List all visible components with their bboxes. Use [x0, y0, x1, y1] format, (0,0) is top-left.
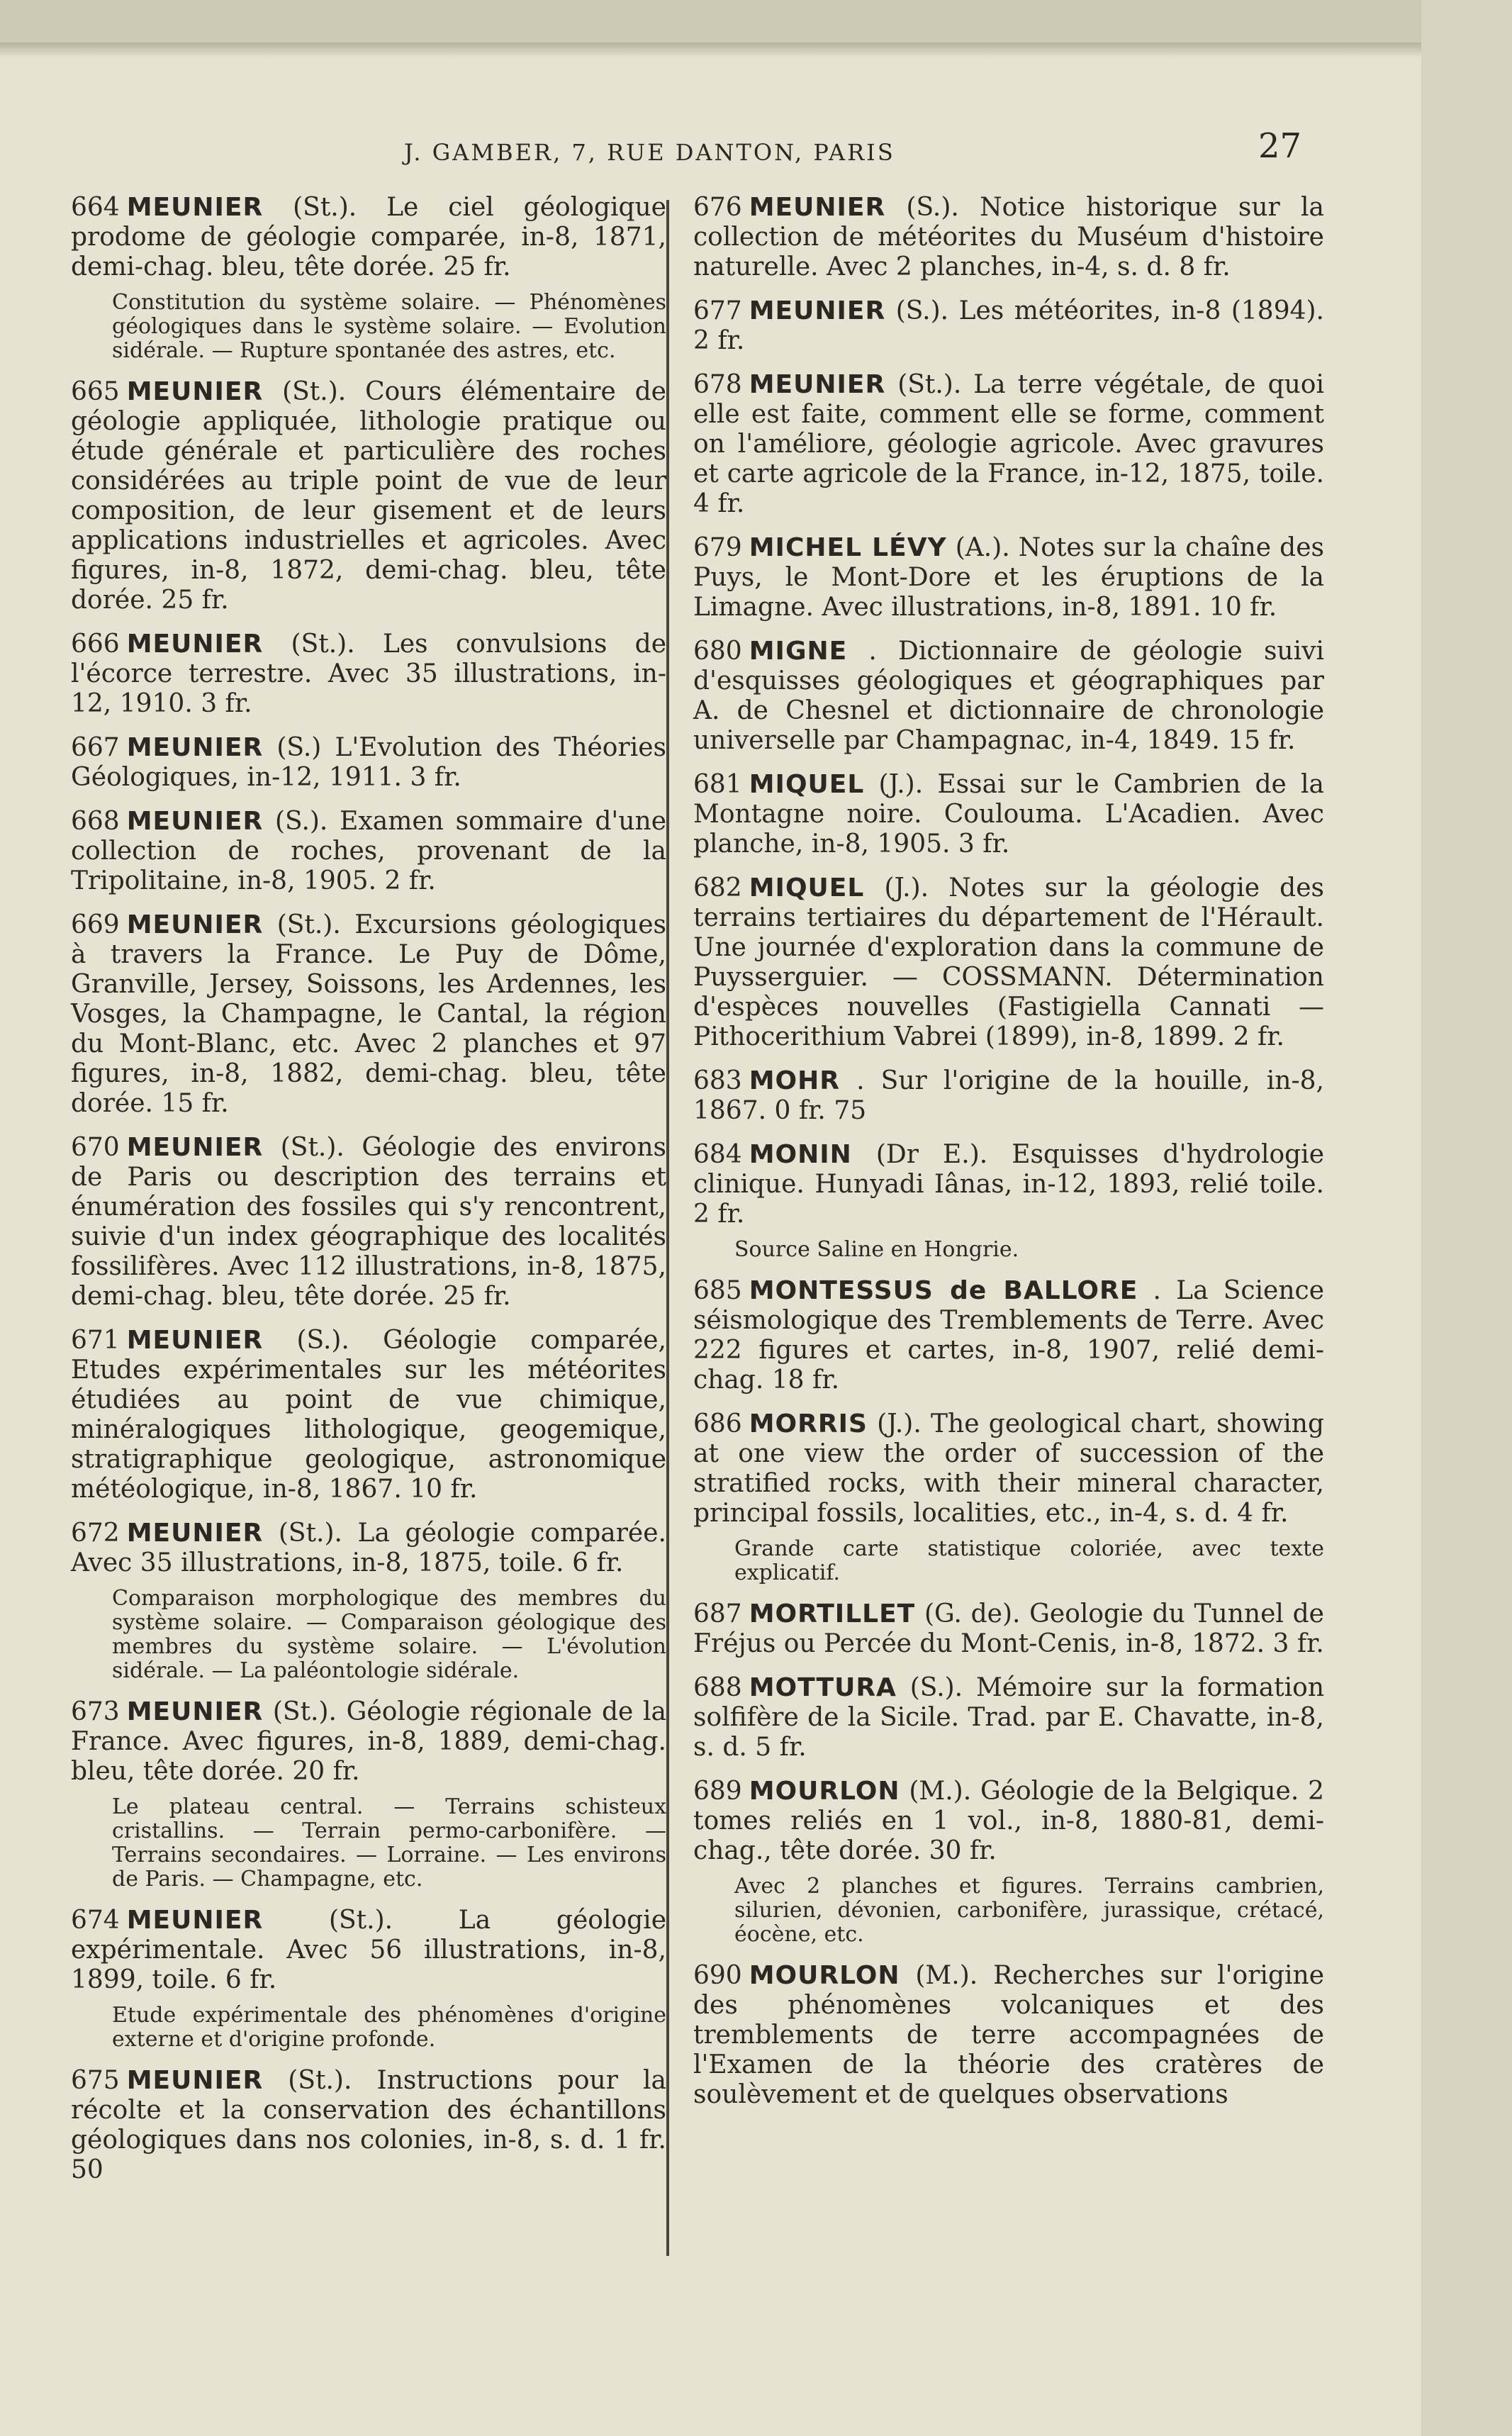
entry-number: 671 — [71, 1326, 120, 1355]
catalogue-entry — [71, 807, 666, 896]
entry-note: Constitution du système solaire. — Phénomènes géologiques dans le système solaire. — Evolution sidérale. — Rupture spontanée des astres, etc. — [112, 290, 666, 363]
entry-number: 678 — [693, 370, 742, 399]
catalogue-entry — [693, 1276, 1324, 1395]
entry-number: 684 — [693, 1140, 742, 1169]
entry-author: MIGNE — [749, 637, 848, 666]
entry-author: MEUNIER — [126, 630, 264, 659]
entry-text: (M.). Géologie de la Belgique. 2 tomes reliés en 1 vol., in-8, 1880-81, demi-chag., tête dorée. 30 fr. — [693, 1777, 1324, 1865]
entry-text: (S.). Notice historique sur la collection de météorites du Muséum d'histoire naturelle. Avec 2 planches, in-4, s. d. 8 fr. — [693, 193, 1324, 281]
entry-text: (St.). Les convulsions de l'écorce terrestre. Avec 35 illustrations, in-12, 1910. 3 fr. — [71, 630, 666, 718]
entry-text: (J.). Essai sur le Cambrien de la Montagne noire. Coulouma. L'Acadien. Avec planche, in-8, 1905. 3 fr. — [693, 770, 1324, 859]
entry-text: . La Science séismologique des Tremblements de Terre. Avec 222 figures et cartes, in-8, 1907, relié demi-chag. 18 fr. — [693, 1276, 1325, 1395]
entry-author: MOURLON — [749, 1777, 900, 1806]
entry-number: 664 — [71, 193, 120, 222]
catalogue-entry — [71, 377, 666, 615]
entry-number: 681 — [693, 770, 742, 799]
entry-number: 673 — [71, 1697, 120, 1726]
entry-number: 689 — [693, 1777, 742, 1806]
entry-number: 687 — [693, 1599, 742, 1628]
entry-author: MIQUEL — [749, 770, 865, 799]
entry-author: MEUNIER — [126, 910, 264, 939]
entry-text: (S.) L'Evolution des Théories Géologiques, in-12, 1911. 3 fr. — [71, 733, 666, 792]
catalogue-entry — [693, 296, 1324, 356]
entry-author: MICHEL LÉVY — [749, 533, 947, 562]
entry-text: . Sur l'origine de la houille, in-8, 1867. 0 fr. 75 — [693, 1066, 1324, 1125]
entry-number: 675 — [71, 2066, 120, 2095]
entry-text: (St.). La terre végétale, de quoi elle est faite, comment elle se forme, comment on l'améliore, géologie agricole. Avec gravures et carte agricole de la France, in-12, 1875, toile. 4 fr. — [693, 370, 1324, 518]
entry-text: (St.). Géologie régionale de la France. Avec figures, in-8, 1889, demi-chag. bleu, tête dorée. 20 fr. — [71, 1697, 666, 1786]
entry-text: . Dictionnaire de géologie suivi d'esquisses géologiques et géographiques par A. de Chesnel et dictionnaire de chronologie universelle par Champagnac, in-4, 1849. 15 fr. — [693, 637, 1324, 755]
entry-author: MEUNIER — [126, 1326, 264, 1355]
entry-note: Source Saline en Hongrie. — [734, 1237, 1019, 1262]
entry-note: Avec 2 planches et figures. Terrains cambrien, silurien, dévonien, carbonifère, jurassique, crétacé, éocène, etc. — [734, 1874, 1324, 1947]
right-column — [693, 193, 1324, 2124]
catalogue-entry — [693, 1961, 1324, 2110]
entry-author: MONIN — [749, 1140, 852, 1169]
page-number: 27 — [1258, 126, 1302, 166]
entry-number: 668 — [71, 807, 120, 836]
entry-number: 682 — [693, 873, 742, 903]
entry-number: 677 — [693, 296, 742, 325]
page-fold-shadow — [0, 43, 1421, 58]
entry-note: Le plateau central. — Terrains schisteux cristallins. — Terrain permo-carbonifère. — Terrains secondaires. — Lorraine. — Les environs de Paris. — Champagne, etc. — [112, 1794, 666, 1892]
running-header: J. GAMBER, 7, RUE DANTON, PARIS — [404, 139, 895, 166]
catalogue-entry — [693, 637, 1324, 756]
catalogue-entry — [693, 1409, 1324, 1529]
entry-number: 665 — [71, 377, 120, 406]
entry-author: MEUNIER — [126, 807, 264, 836]
entry-number: 685 — [693, 1276, 742, 1305]
catalogue-entry — [693, 1777, 1324, 1866]
entry-number: 672 — [71, 1519, 120, 1548]
entry-number: 674 — [71, 1906, 120, 1935]
entry-text: (S.). Géologie comparée, Etudes expérimentales sur les météorites étudiées au point de vue chimique, minéralogiques lithologique, geogemique, stratigraphique geologique, astronomique météologique, in-8, 1867. 10 fr. — [71, 1326, 666, 1504]
entry-author: MEUNIER — [749, 193, 886, 222]
entry-text: (A.). Notes sur la chaîne des Puys, le Mont-Dore et les éruptions de la Limagne. Avec illustrations, in-8, 1891. 10 fr. — [693, 533, 1324, 622]
entry-number: 669 — [71, 910, 120, 939]
left-column — [71, 193, 666, 2199]
entry-author: MOURLON — [749, 1961, 900, 1990]
entry-author: MEUNIER — [126, 733, 264, 762]
page-edge — [1421, 0, 1512, 2436]
entry-author: MEUNIER — [126, 1697, 264, 1726]
entry-text: (St.). Cours élémentaire de géologie appliquée, lithologie pratique ou étude générale et particulière des roches considérées au triple point de vue de leur composition, de leur gisement et de leurs applications industrielles et agricoles. Avec figures, in-8, 1872, demi-chag. bleu, tête dorée. 25 fr. — [71, 377, 666, 615]
entry-text: (St.). La géologie comparée. Avec 35 illustrations, in-8, 1875, toile. 6 fr. — [71, 1519, 666, 1577]
catalogue-entry — [71, 2066, 666, 2185]
entry-author: MEUNIER — [126, 193, 264, 222]
entry-author: MIQUEL — [749, 873, 865, 903]
entry-text: (M.). Recherches sur l'origine des phénomènes volcaniques et des tremblements de terre accompagnées de l'Examen de la théorie des cratères de soulèvement et de quelques observations — [693, 1961, 1324, 2109]
catalogue-entry — [71, 1133, 666, 1312]
entry-number: 686 — [693, 1409, 742, 1438]
entry-number: 670 — [71, 1133, 120, 1162]
entry-text: (J.). The geological chart, showing at one view the order of succession of the stratified rocks, with their mineral character, principal fossils, localities, etc., in-4, s. d. 4 fr. — [693, 1409, 1324, 1528]
catalogue-entry — [71, 193, 666, 282]
entry-author: MEUNIER — [126, 377, 264, 406]
entry-note: Comparaison morphologique des membres du système solaire. — Comparaison géologique des membres du système solaire. — L'évolution sidérale. — La paléontologie sidérale. — [112, 1586, 666, 1683]
entry-text: (S.). Examen sommaire d'une collection de roches, provenant de la Tripolitaine, in-8, 1905. 2 fr. — [71, 807, 666, 895]
catalogue-entry — [693, 193, 1324, 282]
entry-author: MOHR — [749, 1066, 840, 1095]
catalogue-entry — [71, 1906, 666, 1995]
entry-text: (J.). Notes sur la géologie des terrains tertiaires du département de l'Hérault. Une journée d'exploration dans la commune de Puysserguier. — COSSMANN. Détermination d'espèces nouvelles (Fastigiella Cannati — Pithocerithium Vabrei (1899), in-8, 1899. 2 fr. — [693, 873, 1324, 1051]
entry-number: 666 — [71, 630, 120, 659]
entry-text: (St.). Excursions géologiques à travers la France. Le Puy de Dôme, Granville, Jersey, Soissons, les Ardennes, les Vosges, la Champagne, le Cantal, la région du Mont-Blanc, etc. Avec 2 planches et 97 figures, in-8, 1882, demi-chag. bleu, tête dorée. 15 fr. — [71, 910, 666, 1118]
catalogue-entry — [693, 1140, 1324, 1229]
entry-number: 680 — [693, 637, 742, 666]
catalogue-entry — [693, 1599, 1324, 1659]
entry-number: 688 — [693, 1673, 742, 1702]
entry-author: MEUNIER — [126, 1906, 264, 1935]
entry-number: 683 — [693, 1066, 742, 1095]
entry-author: MEUNIER — [126, 1519, 264, 1548]
catalogue-entry — [71, 630, 666, 719]
entry-text: (S.). Les météorites, in-8 (1894). 2 fr. — [693, 296, 1324, 355]
catalogue-entry — [71, 1519, 666, 1578]
catalogue-entry — [71, 910, 666, 1119]
entry-author: MORTILLET — [749, 1599, 916, 1628]
entry-text: (St.). La géologie expérimentale. Avec 56 illustrations, in-8, 1899, toile. 6 fr. — [71, 1906, 666, 1994]
entry-text: (S.). Mémoire sur la formation solfifère de la Sicile. Trad. par E. Chavatte, in-8, s. d. 5 fr. — [693, 1673, 1325, 1762]
entry-text: (G. de). Geologie du Tunnel de Fréjus ou Percée du Mont-Cenis, in-8, 1872. 3 fr. — [693, 1599, 1324, 1658]
catalogue-entry — [693, 1673, 1324, 1762]
entry-author: MORRIS — [749, 1409, 868, 1438]
entry-number: 679 — [693, 533, 742, 562]
entry-number: 690 — [693, 1961, 742, 1990]
entry-author: MEUNIER — [749, 370, 886, 399]
entry-text: (Dr E.). Esquisses d'hydrologie clinique. Hunyadi Iânas, in-12, 1893, relié toile. 2 fr. — [693, 1140, 1324, 1229]
entry-text: (St.). Instructions pour la récolte et la conservation des échantillons géologiques dans nos colonies, in-8, s. d. 1 fr. 50 — [71, 2066, 666, 2184]
catalogue-entry — [693, 533, 1324, 622]
catalogue-entry — [71, 1326, 666, 1504]
entry-text: (St.). Le ciel géologique prodome de géologie comparée, in-8, 1871, demi-chag. bleu, tête dorée. 25 fr. — [71, 193, 666, 281]
catalogue-entry — [71, 733, 666, 793]
catalogue-entry — [693, 873, 1324, 1052]
catalogue-entry — [693, 370, 1324, 519]
entry-author: MEUNIER — [126, 1133, 264, 1162]
entry-number: 667 — [71, 733, 120, 762]
entry-author: MEUNIER — [126, 2066, 264, 2095]
entry-author: MEUNIER — [749, 296, 886, 325]
entry-number: 676 — [693, 193, 742, 222]
entry-note: Etude expérimentale des phénomènes d'origine externe et d'origine profonde. — [112, 2003, 666, 2052]
entry-author: MONTESSUS de BALLORE — [749, 1276, 1138, 1305]
entry-note: Grande carte statistique coloriée, avec texte explicatif. — [734, 1536, 1324, 1585]
catalogue-entry — [71, 1697, 666, 1787]
catalogue-entry — [693, 1066, 1324, 1126]
scan-background — [0, 0, 1512, 43]
entry-text: (St.). Géologie des environs de Paris ou description des terrains et énumération des fossiles qui s'y rencontrent, suivie d'un index géographique des localités fossilifères. Avec 112 illustrations, in-8, 1875, demi-chag. bleu, tête dorée. 25 fr. — [71, 1133, 666, 1311]
column-divider — [666, 200, 669, 2256]
catalogue-entry — [693, 770, 1324, 859]
entry-author: MOTTURA — [749, 1673, 897, 1702]
